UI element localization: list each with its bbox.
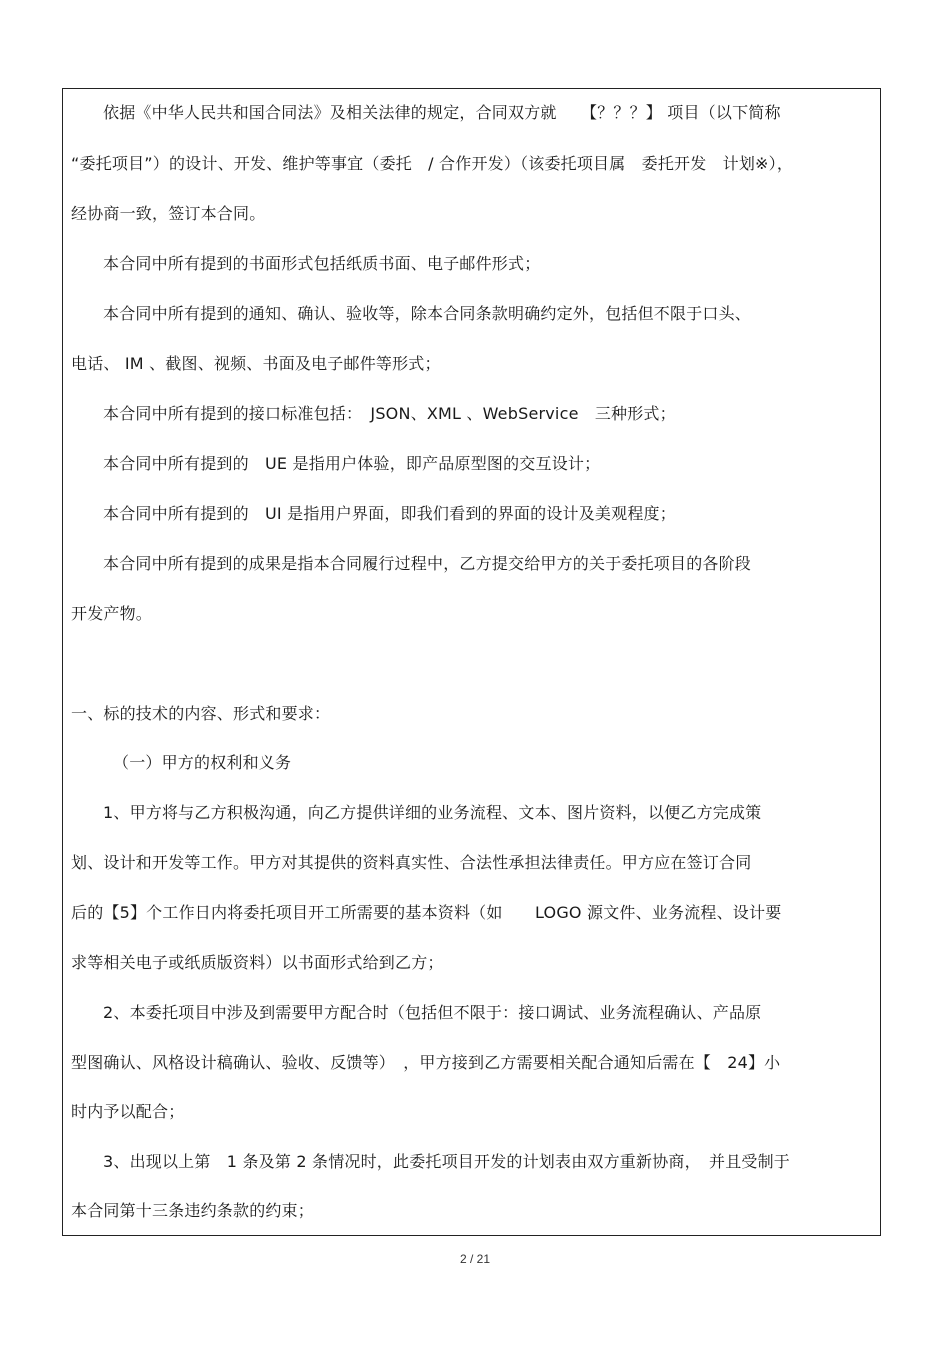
paragraph-written-form: 本合同中所有提到的书面形式包括纸质书面、电子邮件形式； <box>103 254 541 273</box>
page-number: 2 / 21 <box>459 1252 491 1266</box>
clause-1-line-4: 求等相关电子或纸质版资料）以书面形式给到乙方； <box>71 953 444 972</box>
clause-3-line-1: 3、出现以上第 1 条及第 2 条情况时，此委托项目开发的计划表由双方重新协商， 并且受制于 <box>103 1152 790 1171</box>
paragraph-notice-line-1: 本合同中所有提到的通知、确认、验收等，除本合同条款明确约定外，包括但不限于口头、 <box>103 304 752 323</box>
clause-2-line-2: 型图确认、风格设计稿确认、验收、反馈等） ，甲方接到乙方需要相关配合通知后需在【 24】小 <box>71 1053 781 1072</box>
paragraph-interface-standard: 本合同中所有提到的接口标准包括： JSON、XML 、WebService 三种形式； <box>103 404 676 423</box>
section-heading-1: 一、标的技术的内容、形式和要求： <box>71 704 331 723</box>
paragraph-deliverables-line-1: 本合同中所有提到的成果是指本合同履行过程中，乙方提交给甲方的关于委托项目的各阶段 <box>103 554 752 573</box>
paragraph-deliverables-line-2: 开发产物。 <box>71 604 153 623</box>
clause-1-line-2: 划、设计和开发等工作。甲方对其提供的资料真实性、合法性承担法律责任。甲方应在签订合同 <box>71 853 752 872</box>
clause-2-line-3: 时内予以配合； <box>71 1102 185 1121</box>
paragraph-intro-line-3: 经协商一致，签订本合同。 <box>71 204 266 223</box>
clause-2-line-1: 2、本委托项目中涉及到需要甲方配合时（包括但不限于：接口调试、业务流程确认、产品原 <box>103 1003 762 1022</box>
paragraph-ue-definition: 本合同中所有提到的 UE 是指用户体验，即产品原型图的交互设计； <box>103 454 601 473</box>
paragraph-intro-line-2: “委托项目”）的设计、开发、维护等事宜（委托 / 合作开发）（该委托项目属 委托开发 计划※）， <box>71 154 794 173</box>
paragraph-ui-definition: 本合同中所有提到的 UI 是指用户界面，即我们看到的界面的设计及美观程度； <box>103 504 676 523</box>
subsection-heading-party-a: （一）甲方的权利和义务 <box>113 753 292 772</box>
clause-3-line-2: 本合同第十三条违约条款的约束； <box>71 1201 315 1220</box>
clause-1-line-3: 后的【5】个工作日内将委托项目开工所需要的基本资料（如 LOGO 源文件、业务流程、设计要 <box>71 903 782 922</box>
paragraph-intro-line-1: 依据《中华人民共和国合同法》及相关法律的规定，合同双方就 【？？？】 项目（以下简称 <box>103 103 781 122</box>
paragraph-notice-line-2: 电话、 IM 、截图、视频、书面及电子邮件等形式； <box>71 354 441 373</box>
clause-1-line-1: 1、甲方将与乙方积极沟通，向乙方提供详细的业务流程、文本、图片资料，以便乙方完成策 <box>103 803 762 822</box>
